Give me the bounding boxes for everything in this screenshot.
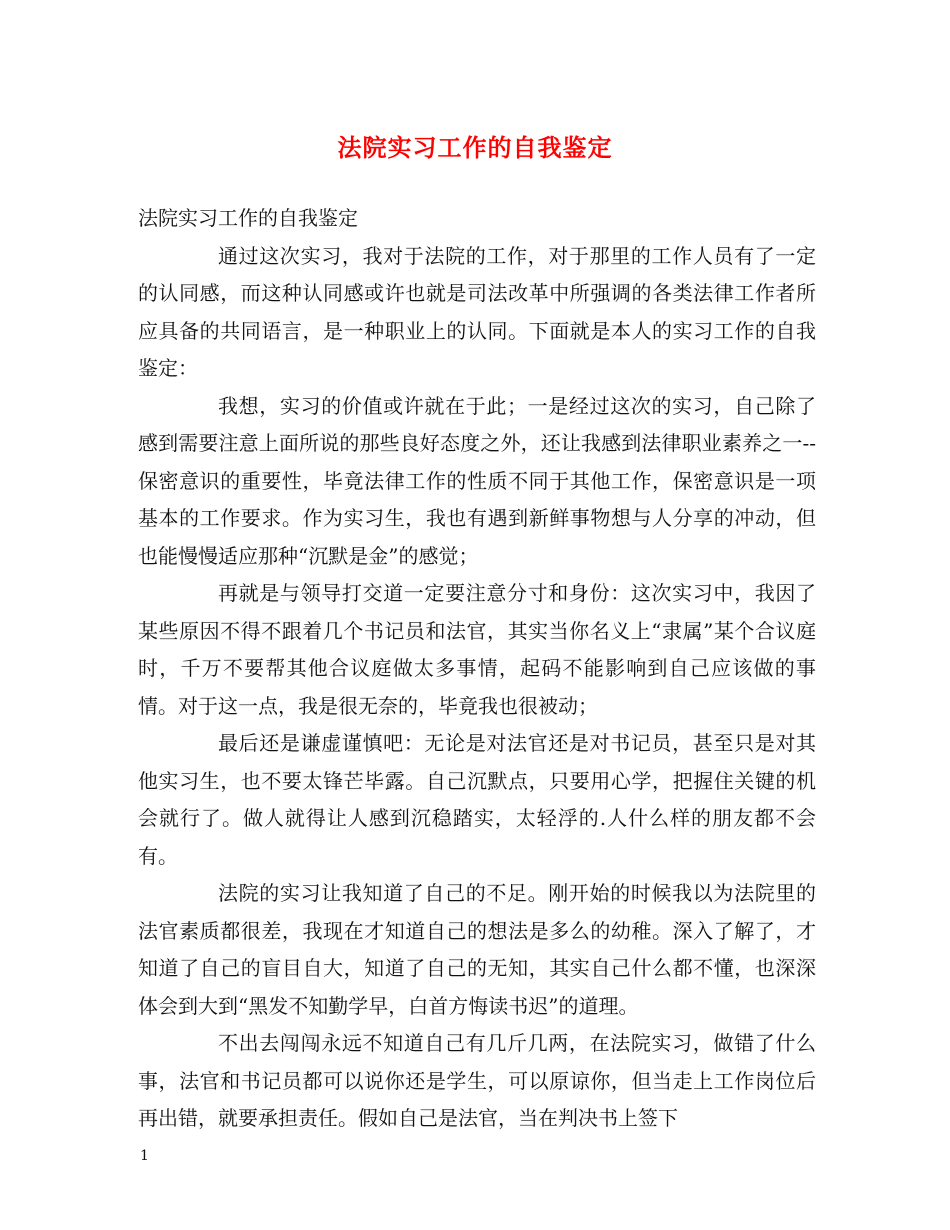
paragraph: 通过这次实习，我对于法院的工作，对于那里的工作人员有了一定的认同感，而这种认同感或许也就是司法改革中所强调的各类法律工作者所应具备的共同语言，是一种职业上的认同。下面就是本人的实习工作的自我鉴定： bbox=[138, 243, 816, 380]
paragraph: 我想，实习的价值或许就在于此；一是经过这次的实习，自己除了感到需要注意上面所说的那些良好态度之外，还让我感到法律职业素养之一--保密意识的重要性，毕竟法律工作的性质不同于其他工作，保密意识是一项基本的工作要求。作为实习生，我也有遇到新鲜事物想与人分享的冲动，但也能慢慢适应那种“沉默是金”的感觉； bbox=[138, 393, 816, 568]
document-body bbox=[138, 200, 816, 1138]
paragraph: 最后还是谦虚谨慎吧：无论是对法官还是对书记员，甚至只是对其他实习生，也不要太锋芒毕露。自己沉默点，只要用心学，把握住关键的机会就行了。做人就得让人感到沉稳踏实，太轻浮的.人什么样的朋友都不会有。 bbox=[138, 731, 816, 868]
paragraph: 不出去闯闯永远不知道自己有几斤几两，在法院实习，做错了什么事，法官和书记员都可以说你还是学生，可以原谅你，但当走上工作岗位后再出错，就要承担责任。假如自己是法官，当在判决书上签下 bbox=[138, 1031, 816, 1130]
document-subtitle: 法院实习工作的自我鉴定 bbox=[138, 206, 358, 230]
paragraph: 法院的实习让我知道了自己的不足。刚开始的时候我以为法院里的法官素质都很差，我现在才知道自己的想法是多么的幼稚。深入了解了，才知道了自己的盲目自大，知道了自己的无知，其实自己什么都不懂，也深深体会到大到“黑发不知勤学早，白首方悔读书迟”的道理。 bbox=[138, 881, 816, 1018]
paragraph: 再就是与领导打交道一定要注意分寸和身份：这次实习中，我因了某些原因不得不跟着几个书记员和法官，其实当你名义上“隶属”某个合议庭时，千万不要帮其他合议庭做太多事情，起码不能影响到自己应该做的事情。对于这一点，我是很无奈的，毕竟我也很被动； bbox=[138, 581, 816, 718]
page-number: 1 bbox=[140, 1148, 149, 1164]
document-title: 法院实习工作的自我鉴定 bbox=[337, 133, 613, 162]
